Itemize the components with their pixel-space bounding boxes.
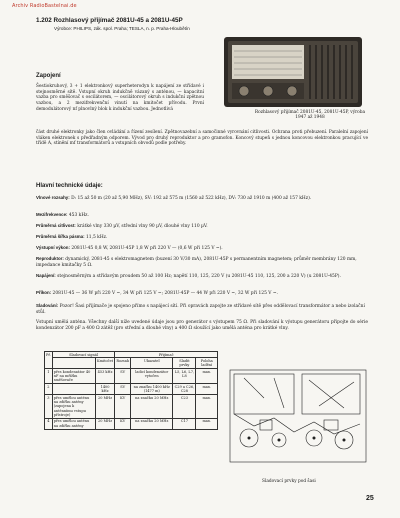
table-row: 3 přes umělou anténu na zdířku antény (zapojena k anténnímu vstupu přístroje) 20 MHz KV na značku 20 MHz C23 max. xyxy=(45,395,218,419)
tech-item: Vlnové rozsahy: D: 15 až 50 m (20 až 5,90 MHz), SV: 192 až 575 m (1560 až 522 kHz), DV: 730 až 1910 m (400 až 157 kHz). xyxy=(36,195,312,201)
tech-item: Reproduktor: dynamický, 2081-45 s elektromagnetem (buzení 30 V/30 mA), 2081U-45P s permanentním magnetem; průměr membrány 120 mm, impedance kmitačky 5 Ω. xyxy=(36,256,357,268)
watermark: Archiv RadioBastelnai.de xyxy=(12,3,77,9)
table-group-header: Sladovací signál xyxy=(52,352,115,358)
page-title: 1.202 Rozhlasový přijímač 2081U-45 a 2081U-45P xyxy=(36,17,183,24)
table-header: Ukazatel xyxy=(131,358,173,369)
table-header: Poloha ladění xyxy=(196,358,218,369)
circuit-paragraph-1: Šestiokruhový, 3 + 1 elektronkový superheterodyn k napájení ze střídavé i stejnosměrné sítě. Vstupní okruh indukčně vázaný s anténou, — kapacitní vazba pro směšovač s oscilátorem, — oscilátorový okruh s indukční zpětnou vazbou, a 2 mezifrekvenční vinutí na kmitočet přívodu. První demodulátorový nf plnovlný blok k indukční vazbou. Jednotlivá xyxy=(36,84,204,112)
table-header: Sladit prvky xyxy=(173,358,196,369)
table-header xyxy=(52,358,95,369)
section-heading-zapojeni: Zapojení xyxy=(36,73,61,79)
table-row: 1 přes kondenzátor 40 nF na mřížku směšovače 453 kHz SV ladicí kondenzátor vytočen L5, L6, L7, L8 max. xyxy=(45,369,218,384)
table-row: 4 přes umělou anténu na zdířku antény 20 MHz KV na značku 20 MHz C17 max. xyxy=(45,418,218,429)
diagram-caption: Sladovací prvky pod šasi xyxy=(262,479,316,484)
section-heading-tech: Hlavní technické údaje: xyxy=(36,183,103,189)
tech-item: Průměrná citlivost: krátké vlny 330 µV, střední vlny 90 µV, dlouhé vlny 110 µV. xyxy=(36,223,208,229)
radio-photo xyxy=(212,33,367,109)
circuit-paragraph-2: část druhé elektronky jako člen ovládání a řízení zesílení. Zpětnovazební a samočinné vyrovnání citlivosti. Ochrana proti přebuzení. Paralelní zapojení vláken elektronek s předřadným odporem. Vývod pro druhý reproduktor a pro gramofon. Koncový stupeň s jednou koncovou elektronkou pracující ve třídě A, stínění mf transformátorů a vstupních obvodů podle potřeby. xyxy=(36,130,368,147)
table-row: 2 1400 kHz SV na značku 1400 kHz (1477 m) C29 a C26, C28 max. xyxy=(45,384,218,395)
page-number: 25 xyxy=(366,495,374,502)
tech-item: Příkon: 2081U-45 — 36 W při 220 V ~, 34 W při 125 V ~; 2081U-45P — 44 W při 220 V ~, 32 W při 125 V ~. xyxy=(36,290,278,296)
table-header: Př. xyxy=(45,352,53,369)
alignment-note: Sladování: Pozor! Šasi přijímače je spojeno přímo s napájecí sítí. Při opravách zapojte ze střídavé sítě přes oddělovací transformátor a nebo izolační stůl. xyxy=(36,303,365,315)
table-group-header: Přijímač xyxy=(115,352,218,358)
chassis-diagram xyxy=(224,348,372,476)
table-header: Kmitočet xyxy=(95,358,115,369)
photo-caption: Rozhlasový přijímač 2081U-45, 2081U-45P, výroba 1947 až 1948 xyxy=(254,110,366,121)
tech-item: Výstupní výkon: 2081U-45 0,8 W, 2081U-45P 1,8 W při 220 V — (0,6 W při 125 V ~). xyxy=(36,245,223,251)
manufacturer-line: Výrobce: PHILIPS, zák. spol. Praha; TESLA, n. p. Praha-Hloubětín xyxy=(54,26,190,31)
alignment-paragraph: Vstupní umělá anténa. Všechny další níže uvedené údaje jsou pro generátor s výstupem 75 Ω. Při sladování k výstupu generátoru připojte do série kondenzátor 200 pF a 400 Ω zátěž (pro střední a dlouhé vlny) a 400 Ω sloužící jako umělá anténa pro krátké vlny. xyxy=(36,320,368,331)
tech-item: Napájení: stejnosměrným a střídavým proudem 50 až 100 Hz; napětí 110, 125, 220 V (u 2081U-45 110, 125, 200 a 220 V) (u 2081U-45P). xyxy=(36,273,341,279)
alignment-table xyxy=(44,351,218,430)
table-header: Rozsah xyxy=(115,358,131,369)
tech-item: Průměrná šířka pásma: 11,5 kHz. xyxy=(36,234,108,240)
tech-item: Mezifrekvence: 453 kHz. xyxy=(36,212,89,218)
